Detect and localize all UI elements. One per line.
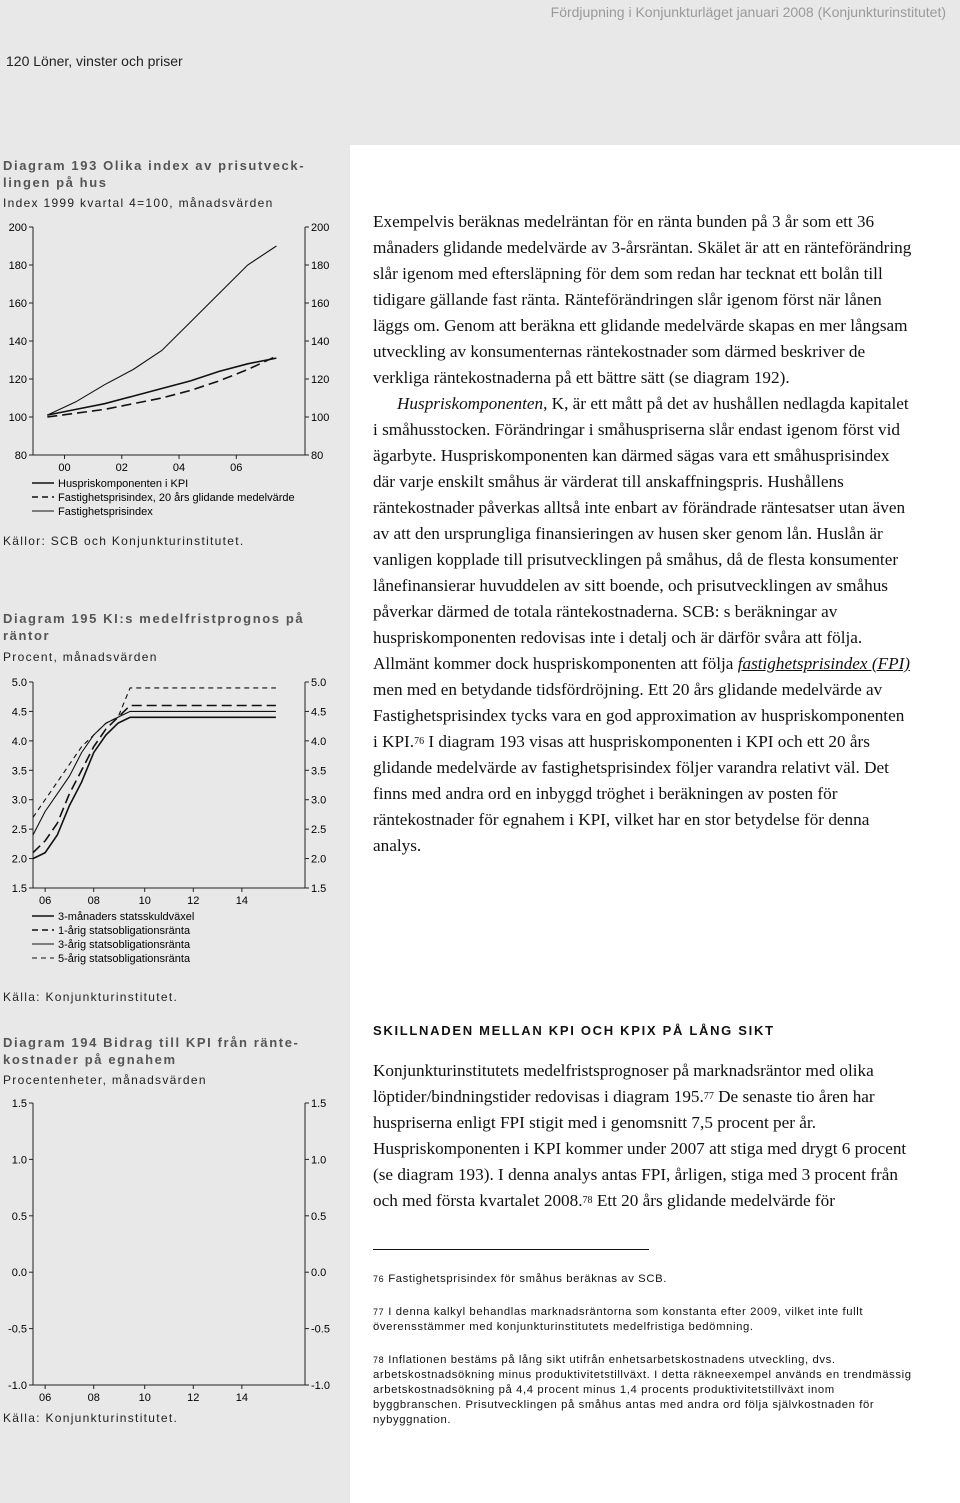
- y-tick-label: 5.0: [11, 677, 27, 689]
- y-tick-label: 2.5: [11, 824, 27, 837]
- y-tick-label-right: 5.0: [311, 677, 327, 689]
- y-tick-label: 1.5: [11, 883, 27, 895]
- diagram-194-title: [3, 1034, 299, 1068]
- paragraph-2-b: men med en betydande tidsfördröjning. Ett 20 års glidande medelvärde av Fastighetsprisindex tycks vara en god approximation av huspriskomponenten i KPI.: [373, 680, 905, 751]
- x-tick-label: 10: [138, 1392, 151, 1403]
- footnote-78-number: 78: [373, 1355, 385, 1365]
- diagram-193-title-line2: lingen på hus: [3, 175, 108, 190]
- legend-label-3: Fastighetsprisindex: [58, 506, 153, 518]
- legend-label-3: 3-årig statsobligationsränta: [58, 939, 191, 951]
- y-tick-label: 2.0: [11, 853, 27, 866]
- diagram-195-title: [3, 610, 304, 644]
- x-tick-label: 04: [172, 462, 186, 474]
- x-tick-label: 00: [58, 462, 71, 474]
- page-label: 120 Löner, vinster och priser: [6, 53, 183, 69]
- paragraph-3-b: De senaste tio åren har huspriserna enligt FPI stigit med i genomsnitt 7,5 procent per år. Huspriskomponenten i KPI kommer under 2007 att stiga med drygt 6 procent (se diagram 193). I denna analys antas FPI, årligen, stiga med 3 procent från och med första kvartalet 2008.: [373, 1087, 907, 1210]
- paragraph-2-c: I diagram 193 visas att huspriskomponenten i KPI och ett 20 års glidande medelvärde av fastighetsprisindex följer varandra relativt väl. Det finns med andra ord en inbyggd tröghet i beräkningen av posten för räntekostnader för egnahem i KPI, vilket har en stor betydelse för denna analys.: [373, 732, 889, 855]
- legend-label-1: Huspriskomponenten i KPI: [58, 478, 189, 490]
- series-line-3: [47, 246, 276, 415]
- y-tick-label-right: 2.5: [311, 824, 327, 837]
- y-tick-label-right: 200: [311, 222, 330, 234]
- diagram-193-title-line1: Diagram 193 Olika index av prisutveck-: [3, 158, 306, 173]
- y-tick-label: 4.0: [11, 735, 27, 748]
- paragraph-2-a: , K, är ett mått på det av hushållen nedlagda kapitalet i småhusstocken. Förändringar i småhuspriserna slår endast igenom först vid ägarbyte. Huspriskomponenten kan därmed sägas vara ett småhusprisindex där varje enskilt småhus är värderat till anskaffningspris. Hushållens räntekostnader påverkas alltså inte enbart av förändrade räntesatser utan även av att den ursprungliga finansieringen av husen sker genom lån. Huslån är vanligen kopplade till prisutvecklingen på småhus, då de flesta konsumenter lånefinansierar huvuddelen av sitt boende, och prisutvecklingen av småhus påverkar därmed de totala räntekostnaderna. SCB: s beräkningar av huspriskomponenten redovisas inte i detalj och är därför svåra att följa. Allmänt kommer dock huspriskomponenten att följa: [373, 394, 909, 673]
- diagram-195-subtitle: Procent, månadsvärden: [3, 650, 158, 664]
- y-tick-label-right: 80: [311, 450, 324, 462]
- diagram-194-title-line2: kostnader på egnahem: [3, 1052, 177, 1067]
- diagram-193-title: [3, 157, 305, 191]
- y-tick-label: 180: [8, 260, 27, 272]
- paragraph-2-italic: Huspriskomponenten: [397, 394, 544, 413]
- legend-label-4: 5-årig statsobligationsränta: [58, 953, 191, 965]
- y-tick-label: 120: [8, 374, 27, 386]
- y-tick-label-right: -0.5: [311, 1323, 330, 1336]
- footnote-ref-76[interactable]: 76: [414, 736, 425, 747]
- body-text-lower: [373, 1058, 913, 1214]
- y-tick-label-right: 3.5: [311, 765, 327, 778]
- fpi-link[interactable]: fastighetsprisindex (FPI): [737, 654, 911, 673]
- diagram-195-chart: [0, 670, 350, 980]
- y-tick-label-right: 140: [311, 336, 330, 348]
- y-tick-label-right: 100: [311, 412, 330, 424]
- y-tick-label: 200: [8, 222, 27, 234]
- y-tick-label: 3.0: [11, 794, 27, 807]
- document-title: Fördjupning i Konjunkturläget januari 2008 (Konjunkturinstitutet): [550, 4, 946, 20]
- x-tick-label: 12: [187, 895, 200, 907]
- paragraph-3: [373, 1058, 913, 1214]
- page-header: [0, 0, 960, 145]
- y-tick-label-right: 0.0: [311, 1267, 327, 1280]
- y-tick-label: 1.5: [11, 1098, 27, 1110]
- footnote-77-number: 77: [373, 1307, 385, 1317]
- y-tick-label: 0.0: [11, 1267, 27, 1280]
- y-tick-label: -1.0: [8, 1380, 27, 1392]
- y-tick-label-right: 0.5: [311, 1210, 327, 1223]
- footnote-76-text: Fastighetsprisindex för småhus beräknas av SCB.: [388, 1273, 667, 1285]
- diagram-193-subtitle: Index 1999 kvartal 4=100, månadsvärden: [3, 196, 274, 210]
- footnote-77: [373, 1305, 913, 1335]
- y-tick-label-right: 1.0: [311, 1154, 327, 1167]
- y-tick-label-right: 1.5: [311, 1098, 327, 1110]
- footnote-divider: [373, 1249, 649, 1250]
- diagram-193-chart: [0, 215, 350, 525]
- diagram-194-source: Källa: Konjunkturinstitutet.: [3, 1411, 179, 1425]
- y-tick-label: 4.5: [11, 706, 27, 719]
- y-tick-label: -0.5: [8, 1323, 27, 1336]
- footnote-77-text: I denna kalkyl behandlas marknadsräntorna som konstanta efter 2009, vilket inte fullt överensstämmer med konjunkturinstitutets medelfristiga bedömning.: [373, 1306, 864, 1333]
- series-line-4: [33, 688, 276, 818]
- x-tick-label: 14: [235, 1392, 248, 1403]
- footnote-78-text: Inflationen bestäms på lång sikt utifrån enhetsarbetskostnadens utveckling, dvs. arbetskostnadsökning minus produktivitetstillväxt. I detta räkneexempel används en trendmässig arbetskostnadsökning på 4,4 procent minus 1,4 procents produktivitetstillväxt inom byggbranschen. Prisutvecklingen på småhus antas med andra ord följa självkostnaden för nybyggnation.: [373, 1354, 912, 1426]
- series-line-2: [33, 706, 276, 853]
- series-line-3: [33, 711, 276, 835]
- y-tick-label-right: 4.0: [311, 735, 327, 748]
- legend-label-2: Fastighetsprisindex, 20 års glidande medelvärde: [58, 492, 295, 504]
- y-tick-label: 100: [8, 412, 27, 424]
- paragraph-3-a: Konjunkturinstitutets medelfristsprognoser på marknadsräntor med olika löptider/bindningstider redovisas i diagram 195.: [373, 1061, 874, 1106]
- x-tick-label: 08: [87, 1392, 100, 1403]
- paragraph-2: [373, 391, 913, 859]
- diagram-194-subtitle: Procentenheter, månadsvärden: [3, 1073, 207, 1087]
- footnote-76-number: 76: [373, 1274, 385, 1284]
- y-tick-label: 1.0: [11, 1154, 27, 1167]
- y-tick-label: 160: [8, 298, 27, 310]
- series-line-1: [33, 717, 276, 858]
- footnote-ref-78[interactable]: 78: [582, 1195, 593, 1206]
- paragraph-1: Exempelvis beräknas medelräntan för en ränta bunden på 3 år som ett 36 månaders glidande medelvärde av 3-årsräntan. Skälet är att en ränteförändring slår igenom med eftersläpning för dem som redan har tecknat ett bolån till tidigare gällande fast ränta. Ränteförändringen slår igenom först när lånen läggs om. Genom att beräkna ett glidande medelvärde skapas en mer långsam utveckling av konsumenternas räntekostnader som därmed beskriver de verkliga räntekostnaderna på ett bättre sätt (se diagram 192).: [373, 212, 912, 387]
- footnote-ref-77[interactable]: 77: [703, 1091, 714, 1102]
- x-tick-label: 06: [39, 1392, 52, 1403]
- x-tick-label: 06: [39, 895, 52, 907]
- y-tick-label: 80: [14, 450, 27, 462]
- y-tick-label-right: 3.0: [311, 794, 327, 807]
- paragraph-3-c: Ett 20 års glidande medelvärde för: [592, 1191, 835, 1210]
- diagram-194-title-line1: Diagram 194 Bidrag till KPI från ränte-: [3, 1035, 300, 1050]
- y-tick-label-right: 180: [311, 260, 330, 272]
- legend-label-2: 1-årig statsobligationsränta: [58, 925, 191, 937]
- x-tick-label: 08: [87, 895, 100, 907]
- x-tick-label: 10: [138, 895, 151, 907]
- y-tick-label: 0.5: [11, 1210, 27, 1223]
- footnote-78: [373, 1353, 913, 1428]
- y-tick-label-right: -1.0: [311, 1380, 330, 1392]
- body-text-upper: [373, 209, 913, 859]
- y-tick-label: 3.5: [11, 765, 27, 778]
- diagram-195-title-line1: Diagram 195 KI:s medelfristprognos på: [3, 611, 305, 626]
- footnote-76: [373, 1272, 913, 1287]
- diagram-195-title-line2: räntor: [3, 628, 51, 643]
- diagram-194-chart: [0, 1093, 350, 1403]
- y-tick-label-right: 2.0: [311, 853, 327, 866]
- legend-label-1: 3-månaders statsskuldväxel: [58, 911, 195, 923]
- x-tick-label: 12: [187, 1392, 200, 1403]
- y-tick-label-right: 1.5: [311, 883, 327, 895]
- diagram-193-source: Källor: SCB och Konjunkturinstitutet.: [3, 534, 245, 548]
- y-tick-label-right: 160: [311, 298, 330, 310]
- x-tick-label: 02: [115, 462, 128, 474]
- y-tick-label-right: 4.5: [311, 706, 327, 719]
- x-tick-label: 06: [230, 462, 243, 474]
- section-heading: SKILLNADEN MELLAN KPI OCH KPIX PÅ LÅNG SIKT: [373, 1023, 775, 1038]
- y-tick-label: 140: [8, 336, 27, 348]
- diagram-195-source: Källa: Konjunkturinstitutet.: [3, 990, 179, 1004]
- x-tick-label: 14: [235, 895, 248, 907]
- y-tick-label-right: 120: [311, 374, 330, 386]
- series-line-1: [47, 358, 276, 415]
